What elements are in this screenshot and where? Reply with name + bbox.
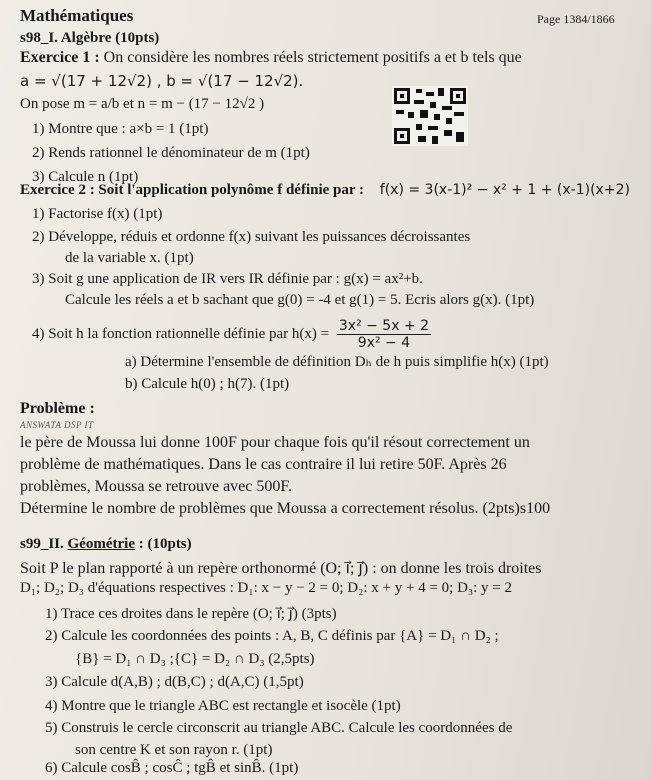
ex2-intro-line [20, 182, 630, 199]
part2-q3: 3) Calcule d(A,B) ; d(B,C) ; d(A,C) (1,5pt) [45, 674, 304, 690]
qr-code-icon [392, 86, 468, 146]
ex1-q3: 3) Calcule n (1pt) [32, 169, 139, 185]
ex1-q2: 2) Rends rationnel le dénominateur de m (1pt) [32, 145, 310, 161]
part2-q2b: {B} = D₁ ∩ D₃ ;{C} = D₂ ∩ D₃ (2,5pts) [75, 651, 315, 667]
ex2-intro: Exercice 2 : Soit l'application polynôme f définie par : [20, 182, 365, 198]
probleme-l4: Détermine le nombre de problèmes que Moussa a correctement résolus. (2pts)s100 [20, 500, 551, 517]
ex1-intro: Exercice 1 : On considère les nombres réels strictement positifs a et b tels que [20, 49, 522, 66]
probleme-l1: le père de Moussa lui donne 100F pour chaque fois qu'il résout correctement un [20, 434, 530, 451]
probleme-heading: Problème : [20, 400, 95, 417]
ex2-q4: 4) Soit h la fonction rationnelle définie par h(x) = [32, 325, 330, 342]
part2-q5b: son centre K et son rayon r. (1pt) [75, 742, 273, 758]
ex2-q3b: Calcule les réels a et b sachant que g(0) = -4 et g(1) = 5. Ecris alors g(x). (1pt) [65, 292, 535, 308]
h-fraction [337, 318, 431, 351]
ex1-pose: On pose m = a/b et n = m − (17 − 12√2 ) [20, 96, 265, 112]
probleme-l3: problèmes, Moussa se retrouve avec 500F. [20, 478, 292, 495]
f-definition: f(x) = 3(x-1)² − x² + 1 + (x-1)(x+2) [379, 182, 630, 198]
ex2-q3a: 3) Soit g une application de IR vers IR définie par : g(x) = ax²+b. [32, 271, 423, 287]
stamp-text: ANSWATA DSP IT [20, 420, 94, 430]
part2-prefix: s99_II. [20, 536, 64, 552]
h-denominator: 9x² − 4 [357, 335, 411, 351]
ex2-qb: b) Calcule h(0) ; h(7). (1pt) [125, 376, 290, 392]
b-definition: , b = √(17 − 12√2). [156, 72, 304, 90]
page-number: Page 1384/1866 [537, 12, 615, 26]
part2-q4: 4) Montre que le triangle ABC est rectangle et isocèle (1pt) [45, 698, 401, 714]
part1-heading: s98_I. Algèbre (10pts) [20, 30, 160, 46]
part2-l1: Soit P le plan rapporté à un repère orthonormé (O; i⃗; j⃗) : on donne les trois droites [20, 560, 542, 577]
ex2-q4-line [32, 318, 431, 351]
part2-q2: 2) Calcule les coordonnées des points : A, B, C définis par {A} = D₁ ∩ D₂ ; [45, 628, 499, 644]
part2-suffix: : (10pts) [134, 536, 192, 552]
part2-q5: 5) Construis le cercle circonscrit au triangle ABC. Calcule les coordonnées de [45, 720, 513, 736]
ex2-q2b: de la variable x. (1pt) [65, 250, 194, 266]
part2-word: Géométrie [67, 536, 135, 552]
part2-q1: 1) Trace ces droites dans le repère (O; i⃗; j⃗) (3pts) [45, 606, 337, 622]
ex2-q2a: 2) Développe, réduis et ordonne f(x) suivant les puissances décroissantes [32, 229, 471, 245]
probleme-l2: problème de mathématiques. Dans le cas contraire il lui retire 50F. Après 26 [20, 456, 507, 473]
ex1-q1: 1) Montre que : a×b = 1 (1pt) [32, 121, 209, 137]
subject-title: Mathématiques [20, 6, 134, 25]
a-definition: a = √(17 + 12√2) [20, 72, 152, 90]
h-numerator: 3x² − 5x + 2 [338, 318, 430, 334]
ex2-qa: a) Détermine l'ensemble de définition Dₕ de h puis simplifie h(x) (1pt) [125, 354, 549, 370]
ex2-q1: 1) Factorise f(x) (1pt) [32, 206, 163, 222]
part2-l2: D₁; D₂; D₃ d'équations respectives : D₁: x − y − 2 = 0; D₂: x + y + 4 = 0; D₃: y = 2 [20, 580, 513, 596]
ex1-definitions [20, 72, 303, 90]
part2-q6: 6) Calcule cosB̂ ; cosĈ ; tgB̂ et sinB̂. (1pt) [45, 760, 299, 776]
part2-heading [20, 536, 192, 553]
